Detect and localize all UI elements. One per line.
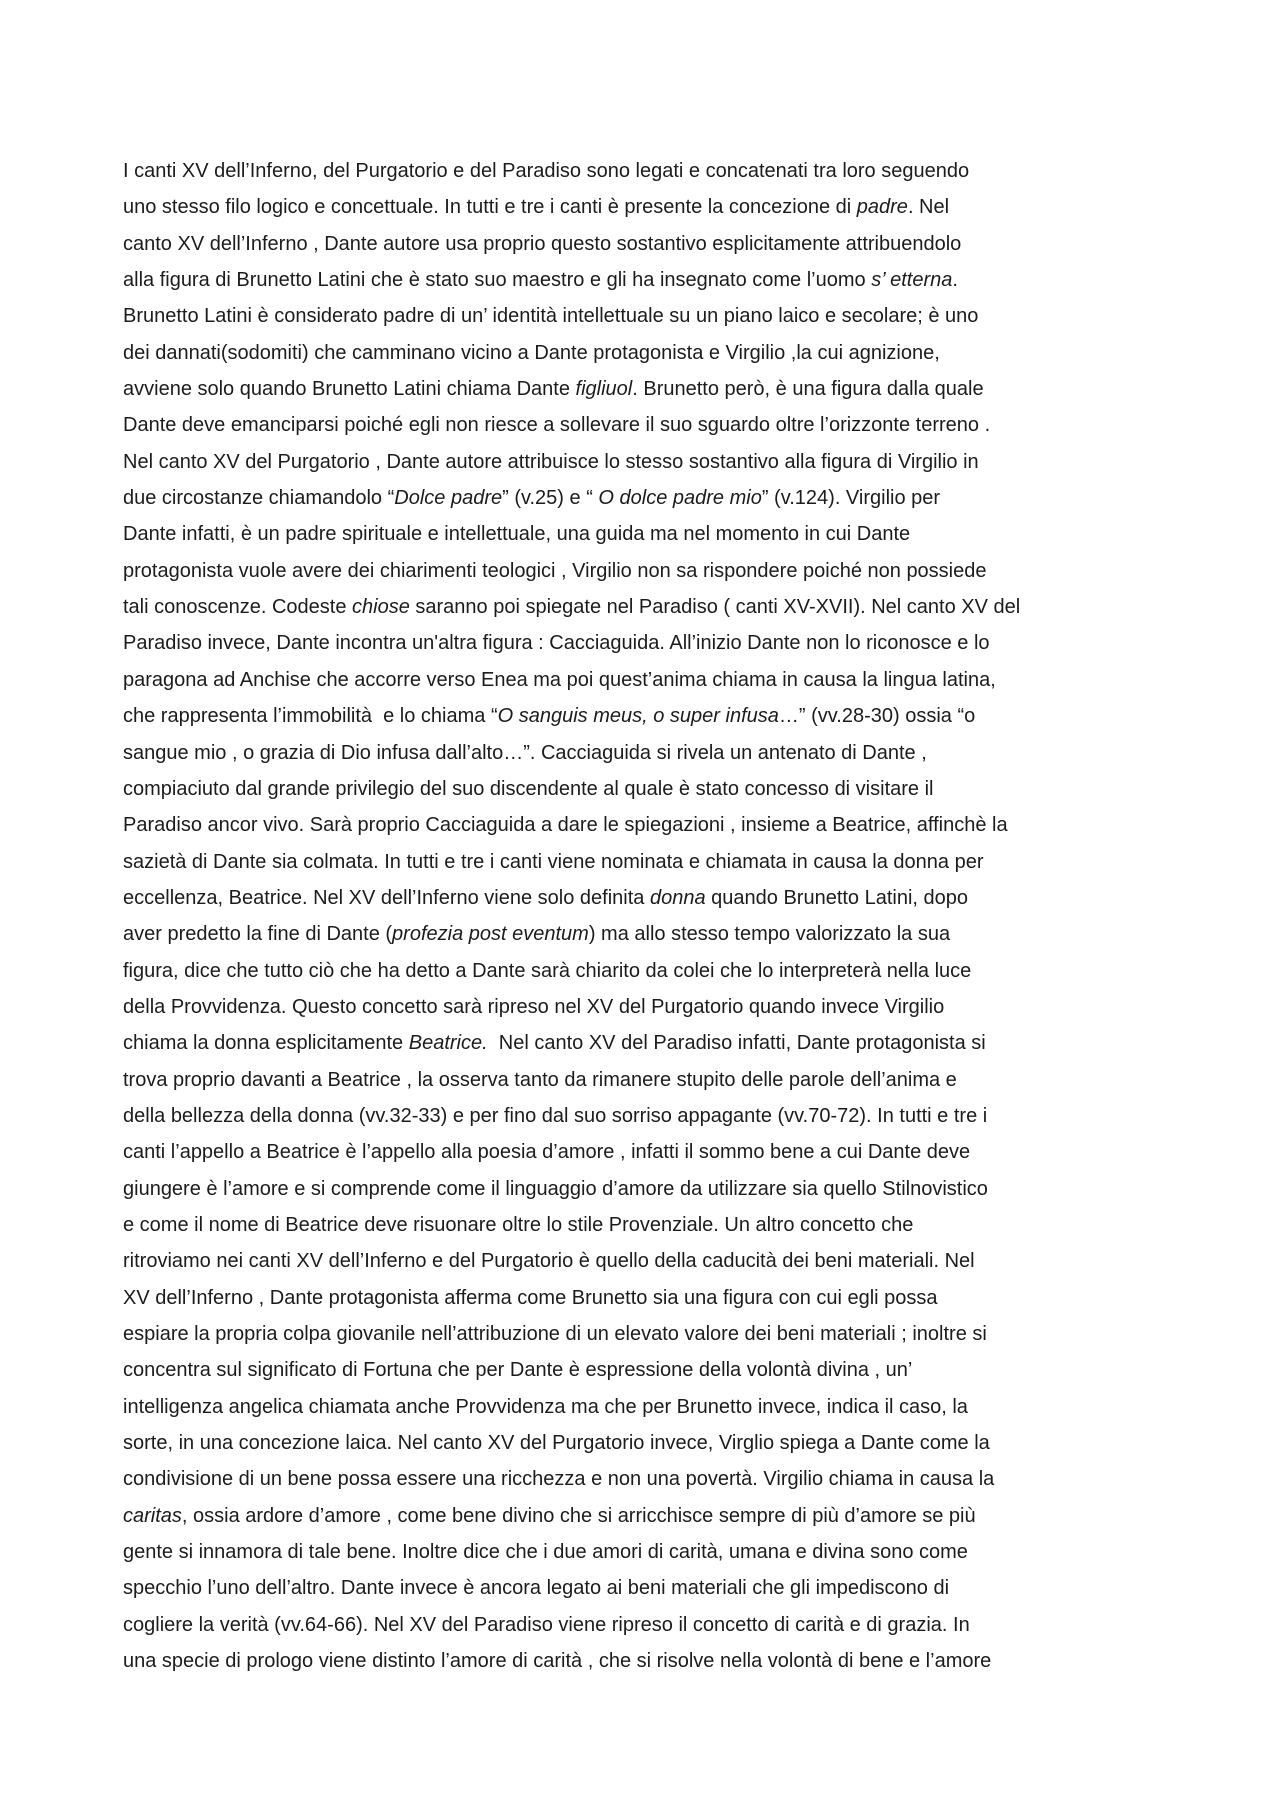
text-run: XV dell’Inferno , Dante protagonista afferma come Brunetto sia una figura con cui egli possa	[123, 1286, 938, 1309]
text-line	[123, 226, 1168, 262]
text-run: sazietà di Dante sia colmata. In tutti e tre i canti viene nominata e chiamata in causa la donna per	[123, 850, 984, 873]
text-run: Nel canto XV del Paradiso infatti, Dante protagonista si	[487, 1032, 986, 1055]
text-line	[123, 189, 1168, 225]
text-line	[123, 444, 1168, 480]
text-run: . Nel	[907, 196, 950, 219]
text-run: dei dannati(sodomiti) che camminano vicino a Dante protagonista e Virgilio ,la cui agnizione,	[123, 341, 940, 364]
text-line	[123, 807, 1168, 843]
text-line	[123, 1316, 1168, 1352]
text-run: una specie di prologo viene distinto l’amore di carità , che si risolve nella volontà di bene e l’amore	[123, 1650, 992, 1673]
text-line	[123, 262, 1168, 298]
text-run: Paradiso ancor vivo. Sarà proprio Cacciaguida a dare le spiegazioni , insieme a Beatrice, affinchè la	[123, 814, 1008, 837]
body-paragraph	[123, 153, 1168, 1679]
text-run: della bellezza della donna (vv.32-33) e per fino dal suo sorriso appagante (vv.70-72). In tutti e tre i	[123, 1104, 988, 1127]
text-line	[123, 1389, 1168, 1425]
text-run: specchio l’uno dell’altro. Dante invece è ancora legato ai beni materiali che gli impediscono di	[123, 1577, 950, 1600]
text-line	[123, 735, 1168, 771]
italic-text-run: Beatrice.	[408, 1032, 488, 1055]
text-line	[123, 1207, 1168, 1243]
text-run: Dante infatti, è un padre spirituale e intellettuale, una guida ma nel momento in cui Dante	[123, 523, 911, 546]
text-line	[123, 1461, 1168, 1497]
text-run: cogliere la verità (vv.64-66). Nel XV del Paradiso viene ripreso il concetto di carità e di grazia. In	[123, 1613, 970, 1636]
text-run: I canti XV dell’Inferno, del Purgatorio e del Paradiso sono legati e concatenati tra loro seguendo	[123, 160, 970, 182]
text-run: Dante deve emanciparsi poiché egli non riesce a sollevare il suo sguardo oltre l’orizzonte terreno .	[123, 414, 991, 437]
text-line	[123, 989, 1168, 1025]
text-run: sorte, in una concezione laica. Nel canto XV del Purgatorio invece, Virglio spiega a Dante come la	[123, 1432, 990, 1455]
text-run: ) ma allo stesso tempo valorizzato la sua	[588, 923, 951, 946]
text-run: compiaciuto dal grande privilegio del suo discendente al quale è stato concesso di visitare il	[123, 777, 934, 800]
text-line	[123, 1534, 1168, 1570]
italic-text-run: O sanguis meus, o super infusa	[497, 705, 779, 728]
text-line	[123, 1643, 1168, 1679]
text-run: trova proprio davanti a Beatrice , la osserva tanto da rimanere stupito delle parole dell’anima e	[123, 1068, 957, 1091]
text-line	[123, 1243, 1168, 1279]
text-run: . Brunetto però, è una figura dalla quale	[632, 378, 984, 401]
text-run: gente si innamora di tale bene. Inoltre dice che i due amori di carità, umana e divina sono come	[123, 1541, 968, 1564]
text-run: e come il nome di Beatrice deve risuonare oltre lo stile Provenziale. Un altro concetto che	[123, 1213, 914, 1236]
text-line	[123, 1025, 1168, 1061]
text-run: saranno poi spiegate nel Paradiso ( canti XV-XVII). Nel canto XV del	[409, 596, 1021, 619]
text-line	[123, 371, 1168, 407]
text-run: ritroviamo nei canti XV dell’Inferno e del Purgatorio è quello della caducità dei beni materiali. Nel	[123, 1250, 975, 1273]
text-run: …” (vv.28-30) ossia “o	[778, 705, 976, 728]
text-line	[123, 625, 1168, 661]
text-line	[123, 698, 1168, 734]
text-run: uno stesso filo logico e concettuale. In tutti e tre i canti è presente la concezione di	[123, 196, 857, 219]
text-line	[123, 1171, 1168, 1207]
text-line	[123, 553, 1168, 589]
text-run: due circostanze chiamandolo “	[123, 487, 395, 510]
text-run: avviene solo quando Brunetto Latini chiama Dante	[123, 378, 576, 401]
text-run: aver predetto la fine di Dante (	[123, 923, 393, 946]
text-run: espiare la propria colpa giovanile nell’attribuzione di un elevato valore dei beni materiali ; inoltre si	[123, 1323, 987, 1345]
text-line	[123, 589, 1168, 625]
text-line	[123, 1134, 1168, 1170]
text-run: Nel canto XV del Purgatorio , Dante autore attribuisce lo stesso sostantivo alla figura di Virgilio in	[123, 450, 979, 473]
text-line	[123, 1098, 1168, 1134]
text-run: ” (v.124). Virgilio per	[761, 487, 941, 510]
text-run: chiama la donna esplicitamente	[123, 1032, 409, 1055]
italic-text-run: O dolce padre mio	[598, 487, 762, 510]
text-line	[123, 1498, 1168, 1534]
text-run: .	[952, 269, 958, 292]
text-run: eccellenza, Beatrice. Nel XV dell’Inferno viene solo definita	[123, 886, 650, 909]
text-line	[123, 916, 1168, 952]
italic-text-run: profezia post eventum	[392, 923, 589, 946]
text-line	[123, 1607, 1168, 1643]
text-run: figura, dice che tutto ciò che ha detto a Dante sarà chiarito da colei che lo interpreterà nella luce	[123, 959, 972, 982]
text-line	[123, 1062, 1168, 1098]
text-run: canto XV dell’Inferno , Dante autore usa proprio questo sostantivo esplicitamente attribuendolo	[123, 232, 962, 255]
text-run: quando Brunetto Latini, dopo	[705, 886, 969, 909]
text-line	[123, 298, 1168, 334]
text-line	[123, 1570, 1168, 1606]
text-line	[123, 153, 1168, 189]
text-run: , ossia ardore d’amore , come bene divino che si arricchisce sempre di più d’amore se più	[181, 1504, 976, 1527]
text-line	[123, 844, 1168, 880]
italic-text-run: caritas	[123, 1504, 182, 1527]
text-line	[123, 516, 1168, 552]
text-run: concentra sul significato di Fortuna che per Dante è espressione della volontà divina , un’	[123, 1359, 913, 1382]
text-run: tali conoscenze. Codeste	[123, 596, 353, 619]
italic-text-run: padre	[856, 196, 908, 219]
italic-text-run: figliuol	[575, 378, 633, 401]
text-line	[123, 662, 1168, 698]
text-line	[123, 407, 1168, 443]
text-run: canti l’appello a Beatrice è l’appello alla poesia d’amore , infatti il sommo bene a cui Dante deve	[123, 1141, 971, 1164]
text-run: giungere è l’amore e si comprende come il linguaggio d’amore da utilizzare sia quello Stilnovistico	[123, 1177, 988, 1200]
text-line	[123, 1425, 1168, 1461]
text-run: che rappresenta l’immobilità e lo chiama “	[123, 705, 498, 728]
text-run: intelligenza angelica chiamata anche Provvidenza ma che per Brunetto invece, indica il caso, la	[123, 1395, 968, 1418]
text-run: condivisione di un bene possa essere una ricchezza e non una povertà. Virgilio chiama in causa la	[123, 1468, 995, 1491]
text-line	[123, 880, 1168, 916]
text-run: sangue mio , o grazia di Dio infusa dall’alto…”. Cacciaguida si rivela un antenato di Dante ,	[123, 741, 927, 764]
italic-text-run: chiose	[352, 596, 410, 619]
text-line	[123, 480, 1168, 516]
text-line	[123, 771, 1168, 807]
text-line	[123, 953, 1168, 989]
text-line	[123, 335, 1168, 371]
text-run: ” (v.25) e “	[502, 487, 599, 510]
italic-text-run: s’ etterna	[871, 269, 953, 292]
text-line	[123, 1352, 1168, 1388]
italic-text-run: donna	[649, 886, 706, 909]
italic-text-run: Dolce padre	[394, 487, 503, 510]
text-run: paragona ad Anchise che accorre verso Enea ma poi quest’anima chiama in causa la lingua latina,	[123, 668, 996, 691]
text-run: della Provvidenza. Questo concetto sarà ripreso nel XV del Purgatorio quando invece Virgilio	[123, 995, 945, 1018]
text-run: alla figura di Brunetto Latini che è stato suo maestro e gli ha insegnato come l’uomo	[123, 269, 872, 292]
text-line	[123, 1280, 1168, 1316]
text-run: Brunetto Latini è considerato padre di un’ identità intellettuale su un piano laico e secolare; è uno	[123, 305, 979, 328]
text-run: protagonista vuole avere dei chiarimenti teologici , Virgilio non sa rispondere poiché non possiede	[123, 559, 987, 582]
text-run: Paradiso invece, Dante incontra un'altra figura : Cacciaguida. All’inizio Dante non lo riconosce e lo	[123, 632, 990, 655]
